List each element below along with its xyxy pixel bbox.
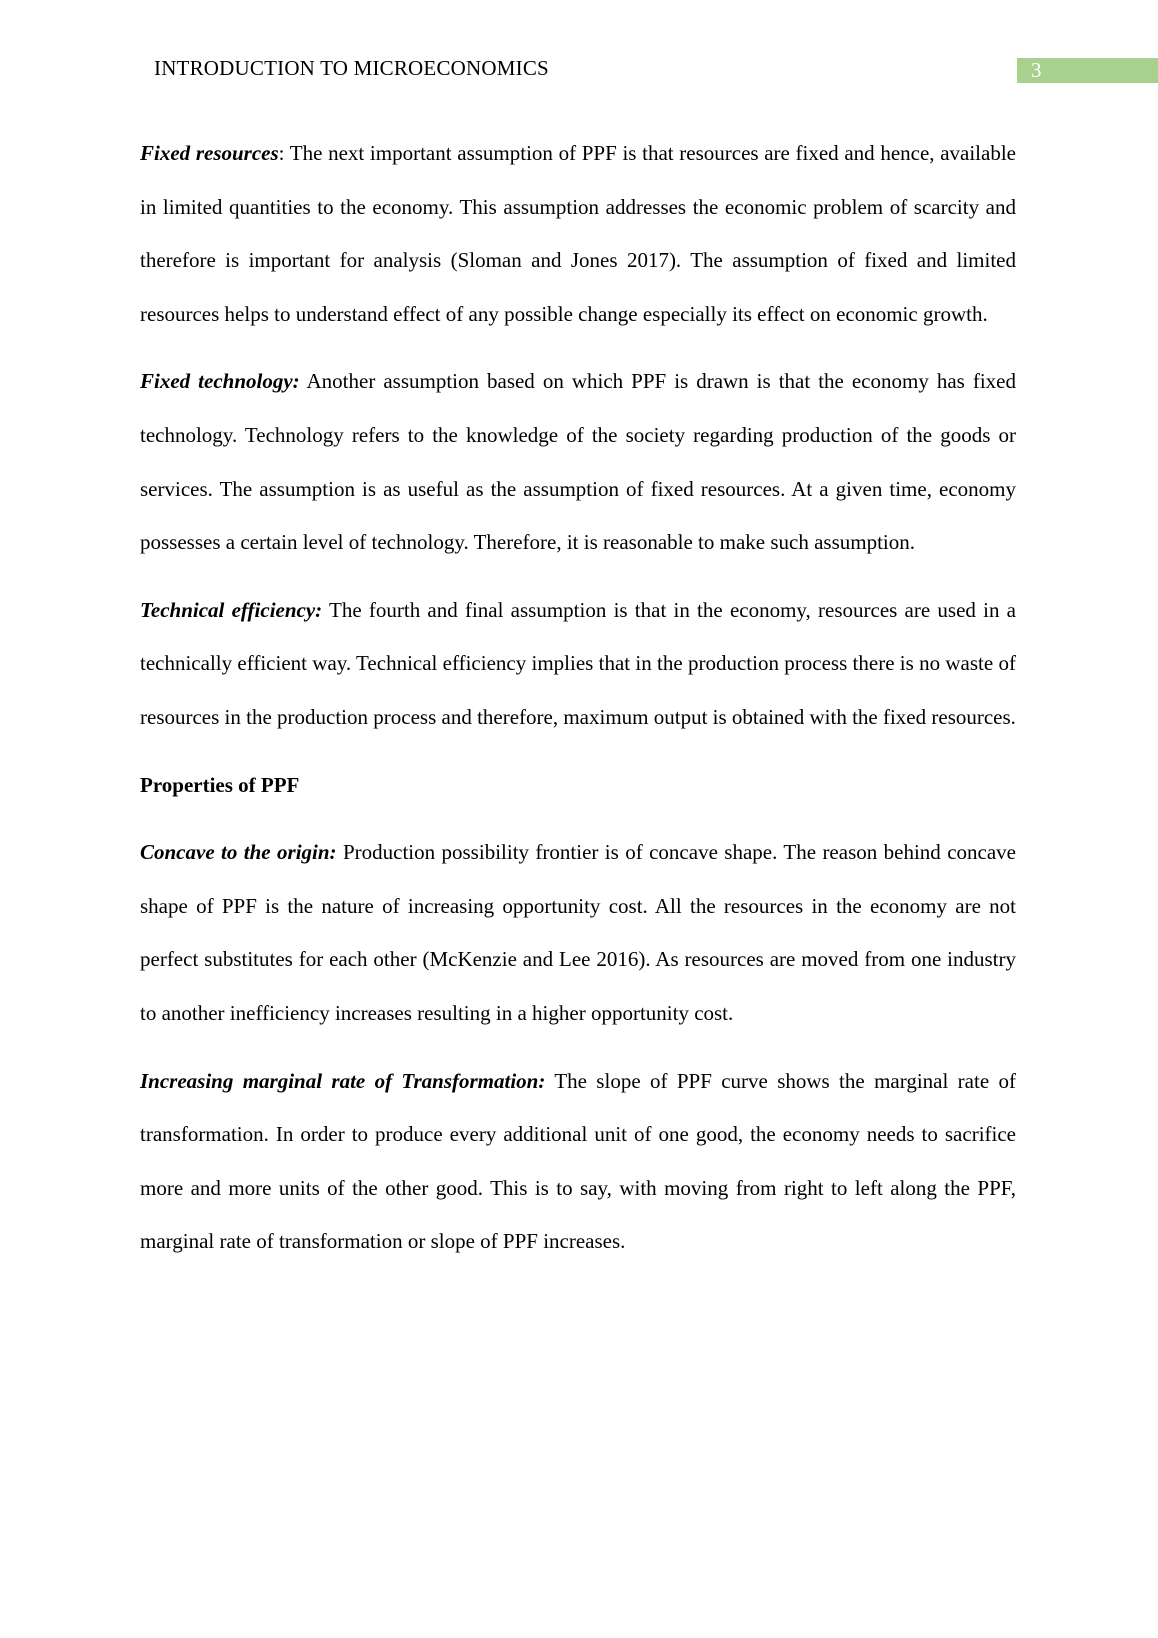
term-fixed-technology: Fixed technology: xyxy=(140,369,300,394)
paragraph-text: Another assumption based on which PPF is drawn is that the economy has fixed technology. Technology refers to the knowledge of the society regarding production of the goods or services. The assumption is as useful as the assumption of fixed resources. At a given time, economy possesses a certain level of technology. Therefore, it is reasonable to make such assumption. xyxy=(140,369,1016,555)
paragraph-concave-origin xyxy=(140,826,1016,1040)
page-number-box xyxy=(1017,58,1158,83)
paragraph-text: : The next important assumption of PPF is that resources are fixed and hence, available in limited quantities to the economy. This assumption addresses the economic problem of scarcity and therefore is important for analysis (Sloman and Jones 2017). The assumption of fixed and limited resources helps to understand effect of any possible change especially its effect on economic growth. xyxy=(140,141,1016,326)
paragraph-text: Production possibility frontier is of concave shape. The reason behind concave shape of PPF is the nature of increasing opportunity cost. All the resources in the economy are not perfect substitutes for each other (McKenzie and Lee 2016). As resources are moved from one industry to another inefficiency increases resulting in a higher opportunity cost. xyxy=(140,840,1016,1025)
page-number: 3 xyxy=(1031,58,1042,82)
running-header-title: INTRODUCTION TO MICROECONOMICS xyxy=(154,56,549,80)
paragraph-technical-efficiency xyxy=(140,584,1016,745)
document-body xyxy=(140,127,1016,1283)
paragraph-text: The fourth and final assumption is that in the economy, resources are used in a technically efficient way. Technical efficiency implies that in the production process there is no waste of resources in the production process and therefore, maximum output is obtained with the fixed resources. xyxy=(140,597,1016,729)
section-heading-properties: Properties of PPF xyxy=(140,772,300,797)
term-technical-efficiency: Technical efficiency: xyxy=(140,597,323,622)
paragraph-fixed-resources xyxy=(140,127,1016,341)
paragraph-marginal-rate xyxy=(140,1055,1016,1269)
paragraph-text: The slope of PPF curve shows the marginal rate of transformation. In order to produce every additional unit of one good, the economy needs to sacrifice more and more units of the other good. This is to say, with moving from right to left along the PPF, marginal rate of transformation or slope of PPF increases. xyxy=(140,1068,1016,1254)
paragraph-fixed-technology xyxy=(140,355,1016,569)
term-concave-origin: Concave to the origin: xyxy=(140,840,337,865)
term-marginal-rate: Increasing marginal rate of Transformation: xyxy=(140,1068,546,1093)
term-fixed-resources: Fixed resources xyxy=(140,141,279,165)
